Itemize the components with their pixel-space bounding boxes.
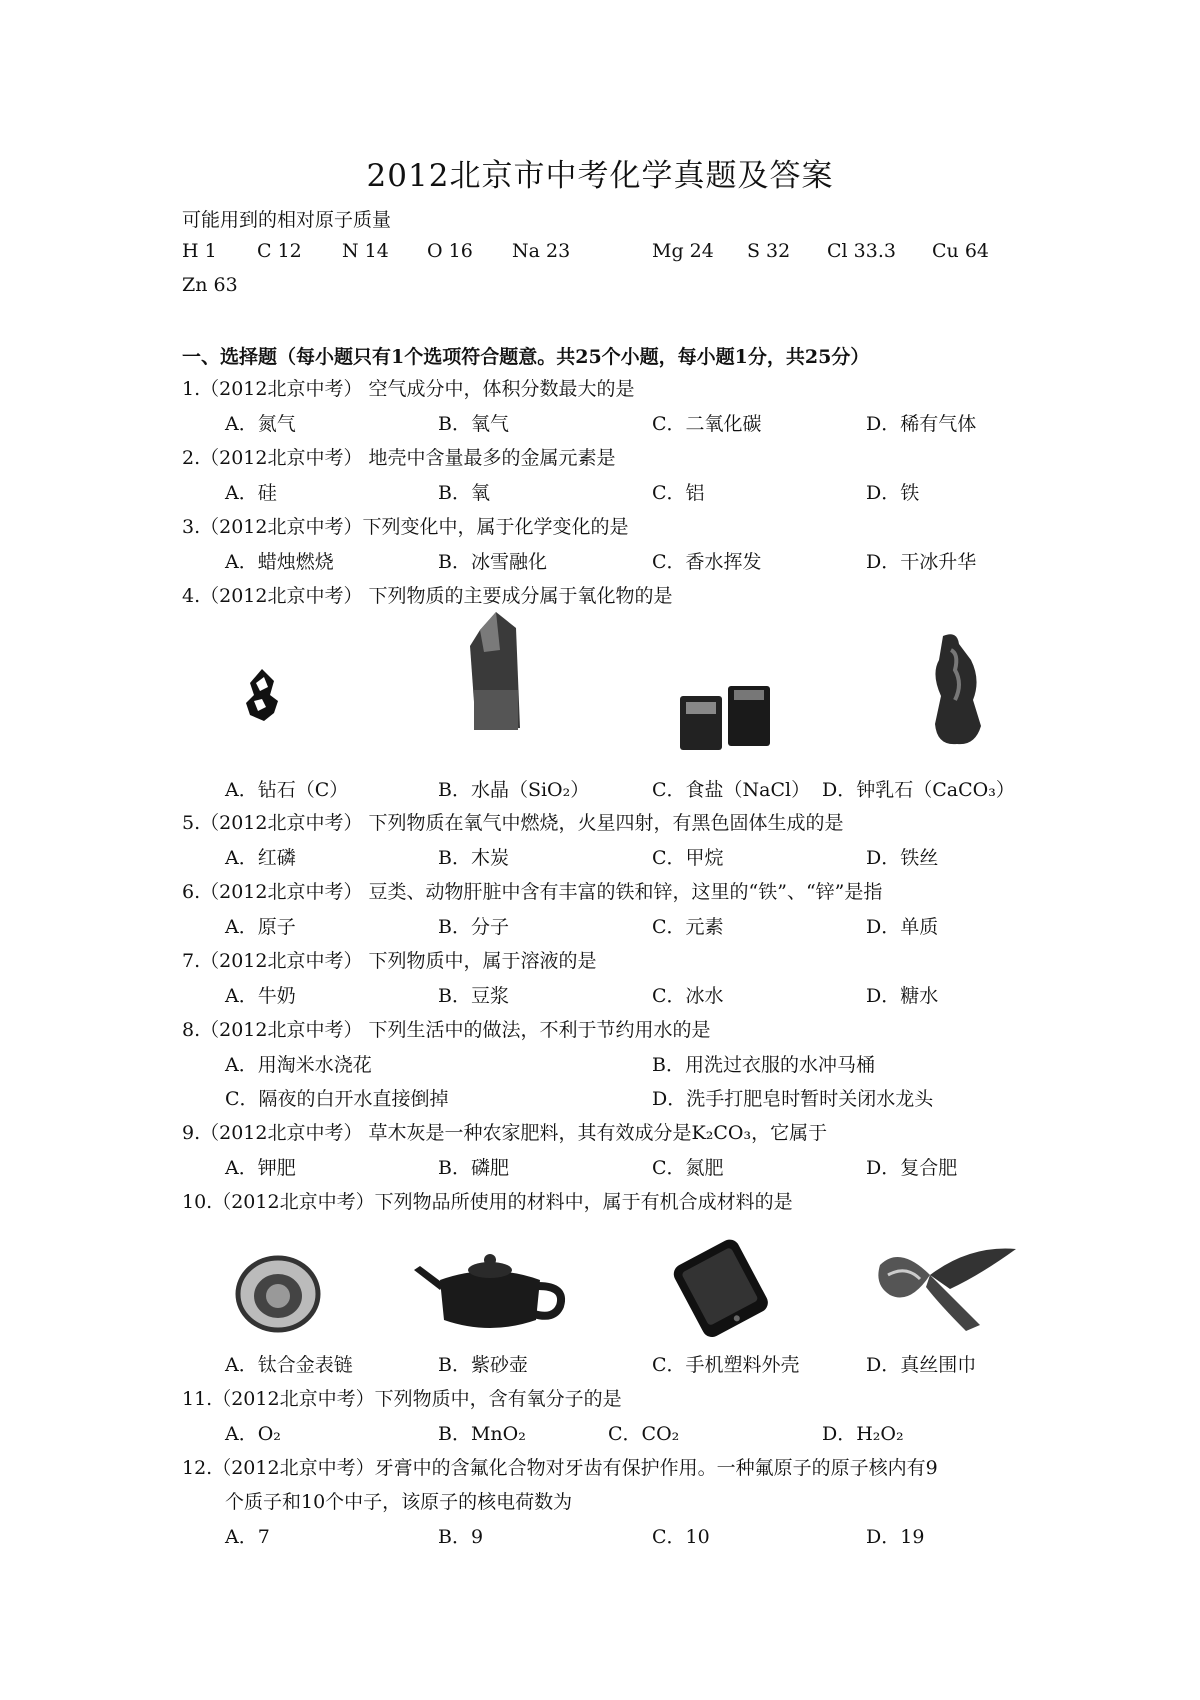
q12-option-b: B．9 — [438, 1526, 484, 1548]
q3-option-d: D．干冰升华 — [866, 551, 977, 573]
q1-option-c: C．二氧化碳 — [652, 413, 762, 435]
question-12-continued: 个质子和10个中子，该原子的核电荷数为 — [225, 1491, 573, 1513]
phone-case-icon — [662, 1235, 777, 1340]
q9-option-d: D．复合肥 — [866, 1157, 958, 1179]
mass-na: Na 23 — [512, 240, 571, 262]
q4-option-b: B．水晶（SiO₂） — [438, 779, 590, 801]
mass-h: H 1 — [182, 240, 217, 262]
q3-option-a: A．蜡烛燃烧 — [225, 551, 334, 573]
crystal-icon — [460, 610, 530, 735]
question-6: 6.（2012北京中考） 豆类、动物肝脏中含有丰富的铁和锌，这里的“铁”、“锌”是指 — [182, 881, 883, 903]
q6-option-a: A．原子 — [225, 916, 296, 938]
stalactite-icon — [925, 630, 990, 750]
q7-option-c: C．冰水 — [652, 985, 724, 1007]
q3-option-b: B．冰雪融化 — [438, 551, 547, 573]
q10-option-c: C．手机塑料外壳 — [652, 1354, 800, 1376]
question-5: 5.（2012北京中考） 下列物质在氧气中燃烧，火星四射，有黑色固体生成的是 — [182, 812, 844, 834]
q11-option-b: B．MnO₂ — [438, 1423, 526, 1445]
q8-option-b: B．用洗过衣服的水冲马桶 — [652, 1054, 875, 1076]
q6-option-c: C．元素 — [652, 916, 724, 938]
q5-option-b: B．木炭 — [438, 847, 509, 869]
question-11: 11.（2012北京中考）下列物质中，含有氧分子的是 — [182, 1388, 622, 1410]
q8-option-d: D．洗手打肥皂时暂时关闭水龙头 — [652, 1088, 934, 1110]
q6-option-d: D．单质 — [866, 916, 939, 938]
mass-cu: Cu 64 — [932, 240, 989, 262]
q9-option-b: B．磷肥 — [438, 1157, 509, 1179]
q7-option-a: A．牛奶 — [225, 985, 296, 1007]
masses-label: 可能用到的相对原子质量 — [182, 209, 392, 231]
q7-option-b: B．豆浆 — [438, 985, 509, 1007]
q11-option-a: A．O₂ — [225, 1423, 281, 1445]
q12-option-d: D．19 — [866, 1526, 925, 1548]
mass-cl: Cl 33.3 — [827, 240, 896, 262]
q8-option-c: C．隔夜的白开水直接倒掉 — [225, 1088, 449, 1110]
q4-option-d: D．钟乳石（CaCO₃） — [822, 779, 1015, 801]
mass-n: N 14 — [342, 240, 389, 262]
q10-option-d: D．真丝围巾 — [866, 1354, 977, 1376]
question-7: 7.（2012北京中考） 下列物质中，属于溶液的是 — [182, 950, 597, 972]
watch-ring-icon — [232, 1250, 324, 1335]
q9-option-a: A．钾肥 — [225, 1157, 296, 1179]
q4-option-c: C．食盐（NaCl） — [652, 779, 811, 801]
q1-option-b: B．氧气 — [438, 413, 509, 435]
question-3: 3.（2012北京中考）下列变化中，属于化学变化的是 — [182, 516, 629, 538]
q3-option-c: C．香水挥发 — [652, 551, 762, 573]
q5-option-d: D．铁丝 — [866, 847, 939, 869]
question-8: 8.（2012北京中考） 下列生活中的做法，不利于节约用水的是 — [182, 1019, 711, 1041]
mass-s: S 32 — [747, 240, 791, 262]
question-10: 10.（2012北京中考）下列物品所使用的材料中，属于有机合成材料的是 — [182, 1191, 793, 1213]
q5-option-c: C．甲烷 — [652, 847, 724, 869]
q11-option-d: D．H₂O₂ — [822, 1423, 904, 1445]
q2-option-c: C．铝 — [652, 482, 705, 504]
page-title: 2012北京市中考化学真题及答案 — [366, 158, 834, 194]
q10-option-b: B．紫砂壶 — [438, 1354, 528, 1376]
question-9: 9.（2012北京中考） 草木灰是一种农家肥料，其有效成分是K₂CO₃，它属于 — [182, 1122, 828, 1144]
question-4: 4.（2012北京中考） 下列物质的主要成分属于氧化物的是 — [182, 585, 673, 607]
salt-crystal-icon — [670, 680, 775, 755]
section-heading: 一、选择题（每小题只有1个选项符合题意。共25个小题，每小题1分，共25分） — [182, 346, 870, 368]
q2-option-a: A．硅 — [225, 482, 277, 504]
q9-option-c: C．氮肥 — [652, 1157, 724, 1179]
mass-o: O 16 — [427, 240, 473, 262]
teapot-icon — [410, 1240, 570, 1340]
q12-option-c: C．10 — [652, 1526, 710, 1548]
q2-option-d: D．铁 — [866, 482, 920, 504]
q6-option-b: B．分子 — [438, 916, 509, 938]
q8-option-a: A．用淘米水浇花 — [225, 1054, 372, 1076]
mass-mg: Mg 24 — [652, 240, 714, 262]
diamond-icon — [240, 665, 285, 725]
masses-line-2: Zn 63 — [182, 274, 238, 296]
mass-c: C 12 — [257, 240, 302, 262]
q11-option-c: C．CO₂ — [608, 1423, 680, 1445]
q1-option-a: A．氮气 — [225, 413, 296, 435]
silk-scarf-icon — [870, 1235, 1020, 1335]
q4-option-a: A．钻石（C） — [225, 779, 349, 801]
q1-option-d: D．稀有气体 — [866, 413, 977, 435]
q12-option-a: A．7 — [225, 1526, 270, 1548]
q5-option-a: A．红磷 — [225, 847, 296, 869]
question-1: 1.（2012北京中考） 空气成分中，体积分数最大的是 — [182, 378, 635, 400]
question-12: 12.（2012北京中考）牙膏中的含氟化合物对牙齿有保护作用。一种氟原子的原子核内有9 — [182, 1457, 938, 1479]
q10-option-a: A．钛合金表链 — [225, 1354, 353, 1376]
q7-option-d: D．糖水 — [866, 985, 939, 1007]
q2-option-b: B．氧 — [438, 482, 490, 504]
question-2: 2.（2012北京中考） 地壳中含量最多的金属元素是 — [182, 447, 616, 469]
